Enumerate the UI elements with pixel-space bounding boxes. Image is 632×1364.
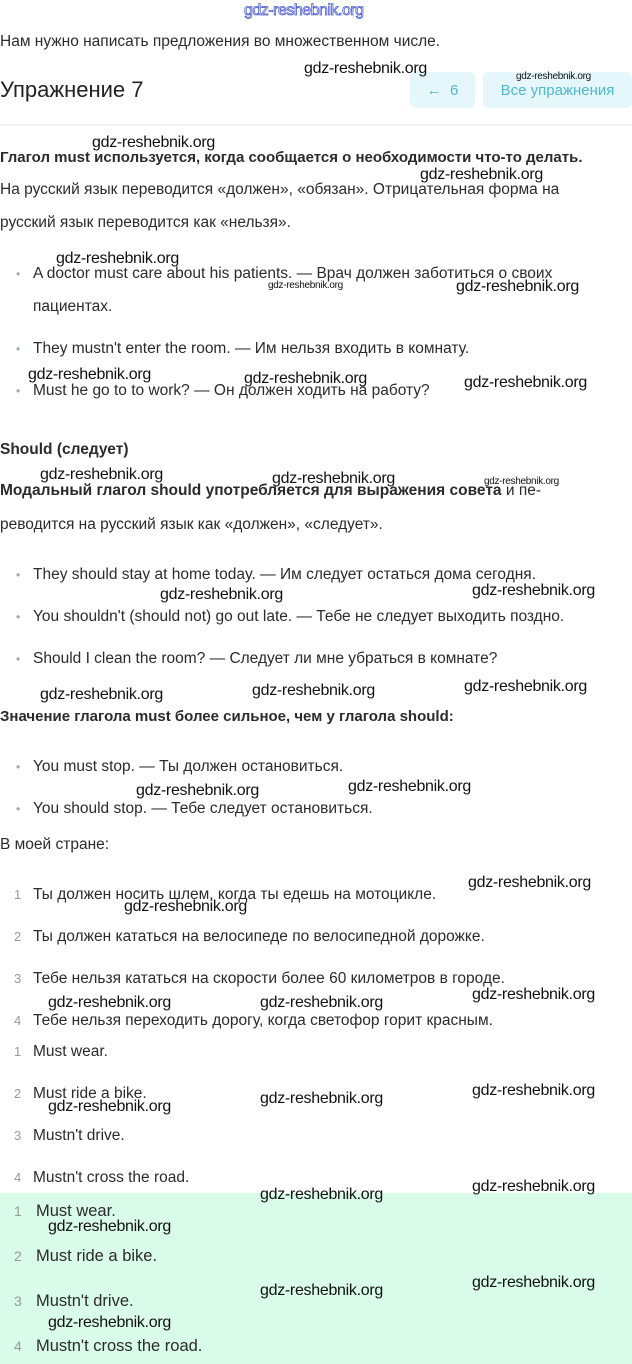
watermark: gdz-reshebnik.org [48,1098,171,1115]
watermark: gdz-reshebnik.org [472,582,595,599]
numbered-item [0,1126,632,1146]
item-text: Тебе нельзя кататься на скорости более 60 километров в городе. [33,970,505,987]
watermark: gdz-reshebnik.org [260,994,383,1011]
watermark: gdz-reshebnik.org [348,778,471,795]
item-number: 3 [14,971,22,986]
item-number: 2 [14,929,22,944]
should-heading: Should (следует) [0,441,129,458]
intro-text: Нам нужно написать предложения во множественном числе. [0,33,441,50]
watermark: gdz-reshebnik.org [484,476,559,487]
page-title: Упражнение 7 [0,77,144,102]
watermark: gdz-reshebnik.org [304,60,427,77]
watermark: gdz-reshebnik.org [272,470,395,487]
numbered-item [0,1011,632,1031]
item-text: Ты должен кататься на велосипеде по велосипедной дорожке. [33,928,485,945]
watermark: gdz-reshebnik.org [472,1178,595,1195]
item-text: Mustn't cross the road. [36,1337,203,1355]
must-rule-line: На русский язык переводится «должен», «обязан». Отрицательная форма на [0,181,560,198]
watermark: gdz-reshebnik.org [464,678,587,695]
item-number: 3 [14,1128,22,1143]
numbered-item [0,1042,632,1062]
should-rule-line: реводится на русский язык как «должен», «следует». [0,516,383,533]
list-item: • You should stop. — Тебе следует остановиться. [16,799,373,819]
list-item-cont: пациентах. [33,298,113,315]
list-item: • You shouldn't (should not) go out late. — Тебе не следует выходить поздно. [16,607,564,627]
item-number: 4 [14,1170,22,1185]
item-number: 1 [14,887,22,902]
item-number: 1 [14,1044,22,1059]
numbered-item [0,1246,632,1266]
item-number: 4 [14,1013,22,1028]
watermark: gdz-reshebnik.org [28,366,151,383]
arrow-left-icon: ← [426,81,450,99]
watermark: gdz-reshebnik.org [472,1082,595,1099]
watermark: gdz-reshebnik.org [48,994,171,1011]
watermark: gdz-reshebnik.org [268,280,343,291]
must-rule-line: русский язык переводится как «нельзя». [0,214,291,231]
watermark: gdz-reshebnik.org [260,1090,383,1107]
watermark: gdz-reshebnik.org [468,874,591,891]
watermark: gdz-reshebnik.org [40,466,163,483]
watermark: gdz-reshebnik.org [260,1186,383,1203]
watermark: gdz-reshebnik.org [92,134,215,151]
site-watermark-logo: gdz-reshebnik.org [244,2,364,19]
item-number: 1 [14,1203,22,1219]
watermark: gdz-reshebnik.org [48,1314,171,1331]
item-number: 3 [14,1293,22,1309]
item-text: Must wear. [33,1043,108,1060]
watermark: gdz-reshebnik.org [124,898,247,915]
prev-exercise-label: 6 [450,81,459,99]
item-text: Must ride a bike. [36,1247,158,1265]
watermark: gdz-reshebnik.org [464,374,587,391]
watermark: gdz-reshebnik.org [456,278,579,295]
watermark: gdz-reshebnik.org [244,370,367,387]
item-text: Ты должен носить шлем, когда ты едешь на мотоцикле. [33,886,437,903]
item-text: Must wear. [36,1202,116,1220]
watermark: gdz-reshebnik.org [160,586,283,603]
watermark: gdz-reshebnik.org [136,782,259,799]
item-number: 2 [14,1086,22,1101]
item-text: Mustn't cross the road. [33,1169,190,1186]
watermark: gdz-reshebnik.org [252,682,375,699]
watermark: gdz-reshebnik.org [472,986,595,1003]
item-text: Mustn't drive. [36,1292,134,1310]
list-item: • Should I clean the room? — Следует ли мне убраться в комнате? [16,649,497,669]
list-item: • You must stop. — Ты должен остановиться. [16,757,343,777]
watermark: gdz-reshebnik.org [40,686,163,703]
list-item: • They mustn't enter the room. — Им нельзя входить в комнату. [16,339,469,359]
country-label: В моей стране: [0,836,110,853]
watermark: gdz-reshebnik.org [516,71,591,82]
item-number: 4 [14,1338,22,1354]
divider [0,124,632,126]
all-exercises-button[interactable]: Все упражнения [483,72,632,108]
watermark: gdz-reshebnik.org [56,250,179,267]
numbered-item [0,1336,632,1356]
watermark: gdz-reshebnik.org [472,1274,595,1291]
should-rule: Модальный глагол should употребляется для выражения совета и пе- [0,482,541,499]
watermark: gdz-reshebnik.org [48,1218,171,1235]
watermark: gdz-reshebnik.org [260,1282,383,1299]
item-text: Mustn't drive. [33,1127,125,1144]
item-number: 2 [14,1248,22,1264]
compare-rule: Значение глагола must более сильное, чем у глагола should: [0,708,454,725]
list-item: • A doctor must care about his patients. — Врач должен заботиться о своих [16,264,552,284]
list-item: • Must he go to to work? — Он должен ходить на работу? [16,381,430,401]
list-item: • They should stay at home today. — Им следует остаться дома сегодня. [16,565,536,585]
item-text: Тебе нельзя переходить дорогу, когда светофор горит красным. [33,1012,493,1029]
watermark: gdz-reshebnik.org [420,166,543,183]
must-rule: Глагол must используется, когда сообщается о необходимости что-то делать. [0,149,583,166]
item-text: Must ride a bike. [33,1085,147,1102]
numbered-item [0,927,632,947]
